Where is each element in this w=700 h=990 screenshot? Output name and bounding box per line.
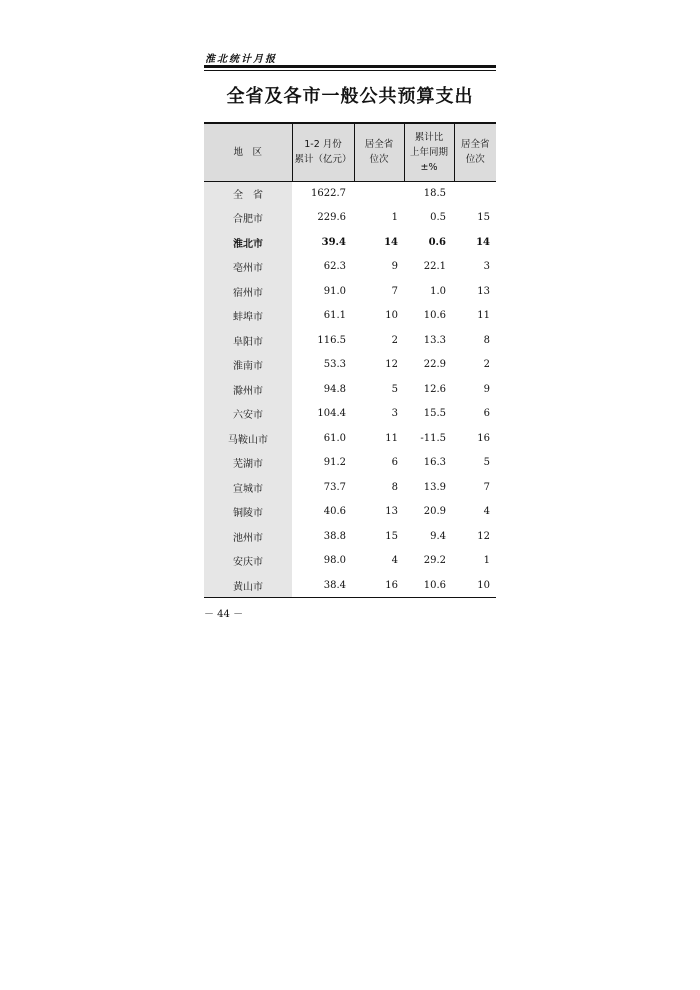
rank-cell: 4 [391,555,398,567]
rank-cell: 10 [385,310,398,322]
column-header-line: 地 区 [233,146,262,158]
rank-cell: 2 [391,334,398,346]
rank-cell: 8 [391,481,398,493]
column-header-line: 累计（亿元） [294,154,352,166]
table-body [204,181,496,598]
table-row [204,304,496,329]
region-cell: 阜阳市 [204,328,292,353]
page-title: 全省及各市一般公共预算支出 [226,86,474,107]
change-cell: 29.2 [423,555,446,567]
value-cell: 91.0 [323,285,346,297]
column-header-region [204,123,292,181]
value-cell: 229.6 [317,212,346,224]
table-row [204,328,496,353]
column-header-change [404,123,454,181]
table-row [204,573,496,598]
value-cell: 94.8 [323,383,346,395]
column-header-line: 居全省 [460,139,490,151]
table-header-row [204,123,496,181]
table-row [204,402,496,427]
value-cell: 91.2 [323,457,346,469]
region-cell: 亳州市 [204,255,292,280]
region-cell: 淮北市 [204,230,292,255]
change-cell: 12.6 [423,383,446,395]
value-cell: 40.6 [323,506,346,518]
change-rank-cell: 10 [454,573,496,598]
region-cell: 铜陵市 [204,500,292,525]
region-cell: 池州市 [204,524,292,549]
change-cell: 22.9 [423,359,446,371]
rank-cell: 13 [385,506,398,518]
value-cell: 39.4 [321,236,346,248]
table-row [204,206,496,231]
change-rank-cell: 14 [476,236,490,248]
change-rank-cell: 7 [483,481,490,493]
change-cell: 10.6 [423,310,446,322]
change-cell: 15.5 [423,408,446,420]
change-rank-cell: 12 [477,530,490,542]
value-cell: 61.0 [323,432,346,444]
value-cell: 38.8 [323,530,346,542]
column-header-line: 位次 [369,154,389,166]
region-cell: 安庆市 [204,549,292,574]
region-cell: 全 省 [204,181,292,206]
table-row [204,426,496,451]
rank-cell: 11 [385,432,398,444]
publication-header: 淮北统计月报 [205,54,277,65]
change-rank-cell: 4 [483,506,490,518]
rank-cell: 3 [391,408,398,420]
column-header-line: 居全省 [364,139,394,151]
rank-cell: 9 [391,261,398,273]
change-cell: 0.5 [430,212,446,224]
change-cell: 13.9 [423,481,446,493]
change-cell: 20.9 [423,506,446,518]
region-cell: 合肥市 [204,206,292,231]
value-cell: 98.0 [323,555,346,567]
change-rank-cell: 9 [483,383,490,395]
rank-cell: 14 [384,236,398,248]
change-rank-cell: 2 [483,359,490,371]
value-cell: 116.5 [317,334,346,346]
region-cell: 滁州市 [204,377,292,402]
region-cell: 蚌埠市 [204,304,292,329]
region-cell: 淮南市 [204,353,292,378]
region-cell: 芜湖市 [204,451,292,476]
rank-cell: 16 [354,573,404,598]
rank-cell: 7 [391,285,398,297]
table-row [204,524,496,549]
change-rank-cell: 16 [477,432,490,444]
change-cell: 10.6 [404,573,454,598]
value-cell: 61.1 [323,310,346,322]
page-number: － 44 － [204,609,244,620]
column-header-line: 上年同期 [409,146,448,158]
table-row [204,377,496,402]
rank-cell [354,181,404,206]
change-cell: 9.4 [430,530,446,542]
table-row [204,475,496,500]
value-cell: 73.7 [323,481,346,493]
header-rule-thick [204,65,496,68]
region-cell: 宿州市 [204,279,292,304]
change-rank-cell: 8 [483,334,490,346]
column-header-line: 累计比 [414,131,444,143]
change-rank-cell: 11 [477,310,490,322]
rank-cell: 6 [391,457,398,469]
column-header-rank [354,123,404,181]
change-cell: -11.5 [420,432,446,444]
change-rank-cell: 15 [477,212,490,224]
region-cell: 马鞍山市 [204,426,292,451]
change-rank-cell: 5 [483,457,490,469]
change-rank-cell [454,181,496,206]
change-rank-cell: 13 [477,285,490,297]
rank-cell: 15 [385,530,398,542]
header-rule-thin [204,70,496,71]
value-cell: 53.3 [323,359,346,371]
table-row [204,451,496,476]
table-row [204,255,496,280]
table-row [204,353,496,378]
change-cell: 1.0 [430,285,446,297]
region-cell: 黄山市 [204,573,292,598]
table-row [204,230,496,255]
value-cell: 62.3 [323,261,346,273]
change-cell: 22.1 [423,261,446,273]
table-row [204,181,496,206]
region-cell: 宣城市 [204,475,292,500]
rank-cell: 5 [391,383,398,395]
rank-cell: 1 [391,212,398,224]
change-rank-cell: 1 [483,555,490,567]
table-row [204,279,496,304]
change-cell: 16.3 [423,457,446,469]
table-row [204,500,496,525]
value-cell: 1622.7 [311,188,346,199]
change-cell: 0.6 [428,236,446,248]
value-cell: 38.4 [292,573,354,598]
column-header-line: 位次 [465,154,485,166]
column-header-line: ±% [420,161,438,173]
region-cell: 六安市 [204,402,292,427]
change-rank-cell: 6 [483,408,490,420]
change-cell: 18.5 [423,188,446,199]
rank-cell: 12 [385,359,398,371]
column-header-cumulative [292,123,354,181]
table-row [204,549,496,574]
budget-table [204,122,496,598]
column-header-change-rank [454,123,496,181]
change-cell: 13.3 [423,334,446,346]
change-rank-cell: 3 [483,261,490,273]
value-cell: 104.4 [317,408,346,420]
column-header-line: 1-2 月份 [304,139,342,151]
